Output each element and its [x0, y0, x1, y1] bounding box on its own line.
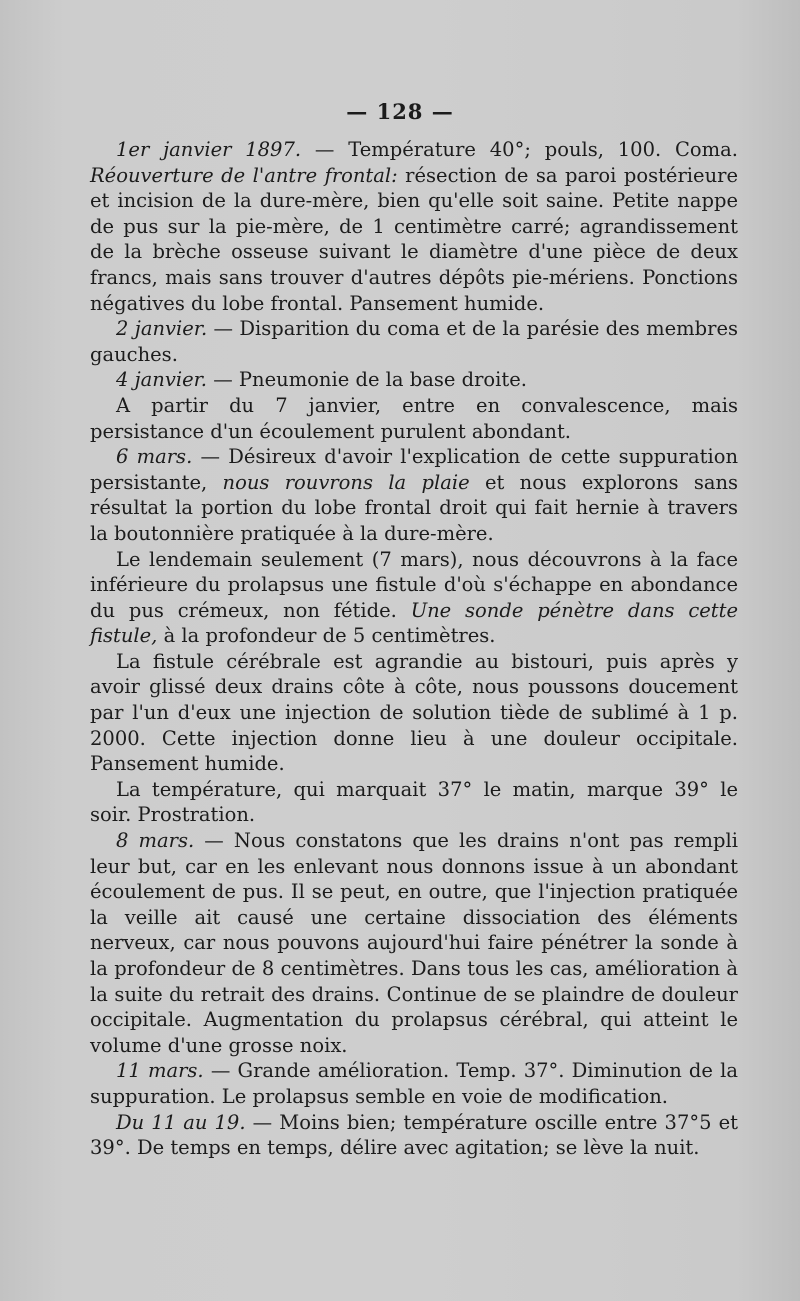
- paragraph: [90, 1058, 738, 1109]
- text-run: La température, qui marquait 37° le matin, marque 39° le soir. Prostration.: [90, 777, 738, 827]
- entry-date: 8 mars.: [116, 829, 195, 853]
- entry-date: 4 janvier.: [116, 368, 208, 392]
- paragraph: [90, 1110, 738, 1161]
- text-run: A partir du 7 janvier, entre en convalescence, mais persistance d'un écoulement purulent abondant.: [90, 393, 738, 443]
- paragraph: [90, 828, 738, 1058]
- body-text: [90, 137, 738, 1161]
- paragraph: [90, 649, 738, 777]
- text-run: — Disparition du coma et de la parésie des membres gauches.: [90, 317, 739, 366]
- paragraph: [90, 777, 738, 828]
- entry-date: 11 mars.: [116, 1059, 204, 1083]
- entry-date: 6 mars.: [116, 445, 193, 469]
- paragraph: [90, 137, 738, 316]
- text-run: — Nous constatons que les drains n'ont pas rempli leur but, car en les enlevant nous donnons issue à un abondant écoulement de pus. Il se peut, en outre, que l'injection pratiquée la veille ait causé une certaine dissociation des éléments nerveux, car nous pouvons aujourd'hui faire pénétrer la sonde à la profondeur de 8 centimètres. Dans tous les cas, amélioration à la suite du retrait des drains. Continue de se plaindre de douleur occipitale. Augmentation du prolapsus cérébral, qui atteint le volume d'une grosse noix.: [90, 829, 739, 1057]
- text-run: — Pneumonie de la base droite.: [207, 368, 527, 392]
- paragraph: [90, 367, 738, 393]
- text-run: — Température 40°; pouls, 100. Coma.: [301, 138, 738, 161]
- paragraph: [90, 547, 738, 649]
- text-run: résection de sa paroi postérieure et incision de la dure-mère, bien qu'elle soit saine. Petite nappe de pus sur la pie-mère, de 1 centimètre carré; agrandissement de la brèche osseuse suivant le diamètre d'une pièce de deux francs, mais sans trouver d'autres dépôts pie-mériens. Ponctions négatives du lobe frontal. Pansement humide.: [90, 163, 738, 315]
- text-run: — Grande amélioration. Temp. 37°. Diminution de la suppuration. Le prolapsus semble en voie de modification.: [90, 1059, 738, 1108]
- text-run: — Moins bien; température oscille entre 37°5 et 39°. De temps en temps, délire avec agitation; se lève la nuit.: [90, 1110, 738, 1160]
- entry-date: 1er janvier 1897.: [116, 138, 302, 161]
- text-run: et nous explorons sans résultat la portion du lobe frontal droit qui fait hernie à travers la boutonnière pratiquée à la dure-mère.: [90, 470, 739, 545]
- entry-date: 2 janvier.: [116, 317, 208, 341]
- text-run: — Désireux d'avoir l'explication de cette suppuration persistante,: [90, 445, 738, 494]
- italic-text: Une sonde pénètre dans cette fistule,: [90, 598, 739, 648]
- paragraph: [90, 444, 738, 546]
- italic-text: Réouverture de l'antre frontal:: [90, 163, 398, 187]
- paragraph: [90, 316, 738, 367]
- page-number: — 128 —: [346, 99, 454, 124]
- text-run: Le lendemain seulement (7 mars), nous découvrons à la face inférieure du prolapsus une fistule d'où s'échappe en abondance du pus crémeux, non fétide.: [90, 547, 738, 622]
- italic-text: nous rouvrons la plaie: [222, 470, 470, 494]
- paragraph: [90, 393, 738, 444]
- text-run: La fistule cérébrale est agrandie au bistouri, puis après y avoir glissé deux drains côte à côte, nous poussons doucement par l'un d'eux une injection de solution tiède de sublimé à 1 p. 2000. Cette injection donne lieu à une douleur occipitale. Pansement humide.: [90, 649, 738, 776]
- text-run: à la profondeur de 5 centimètres.: [157, 624, 496, 648]
- entry-date: Du 11 au 19.: [116, 1110, 246, 1134]
